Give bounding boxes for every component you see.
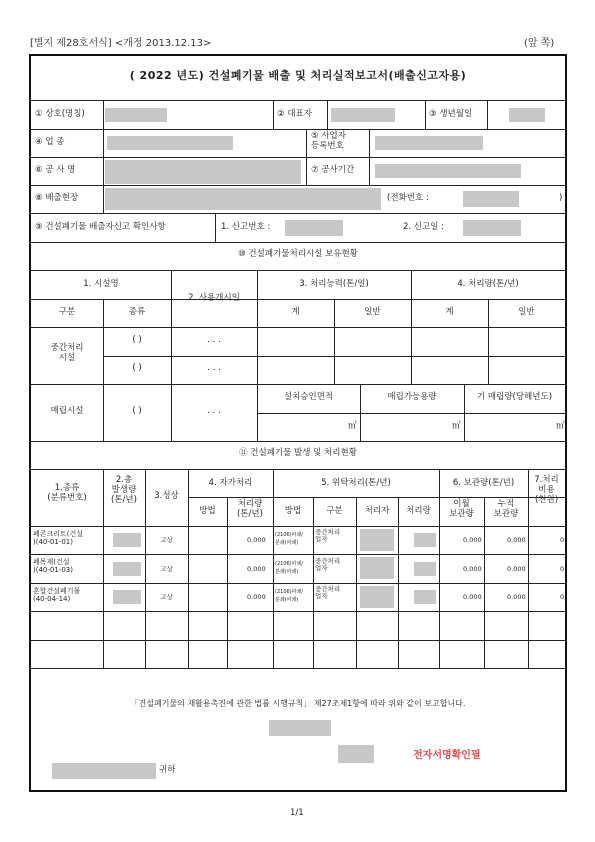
landfilled-unit: ㎡ — [556, 421, 565, 431]
out-kind — [315, 529, 340, 544]
state-header: 3.성상 — [154, 491, 179, 501]
waste-name: 폐콘크리트(건설 )(40-01-01) — [33, 530, 84, 547]
total-generation-header — [103, 476, 145, 505]
cumulative-header-text: 누적 보관량 — [493, 499, 519, 519]
approved-area-header: 설치승인면적 — [283, 392, 334, 402]
redacted-out-amount — [414, 590, 436, 604]
capacity-header: 3. 처리능력(톤/일) — [299, 279, 369, 289]
redacted-representative — [331, 108, 395, 122]
mid-type-2: ( ) — [132, 363, 142, 373]
table-row — [33, 530, 83, 547]
carried-header — [439, 500, 484, 520]
self-amount: 0.000 — [247, 536, 266, 544]
cost-value: 0 — [560, 536, 565, 544]
throughput-header: 4. 처리량(톤/년) — [457, 279, 519, 289]
landfilled-amount-header: 기 매립량(당해년도) — [476, 392, 553, 402]
report-date-label: 2. 신고일 : — [403, 222, 445, 232]
mid-type-1: ( ) — [132, 335, 142, 345]
form-number: [별지 제28호서식] <개정 2013.12.13> — [30, 38, 212, 49]
processor-header: 처리자 — [364, 506, 390, 516]
cumulative-value: 0.000 — [507, 536, 526, 544]
redacted-phone — [463, 191, 519, 207]
landfill-type: ( ) — [132, 406, 142, 416]
capacity-general-header: 일반 — [364, 307, 381, 317]
waste-name: 혼합건설폐기물 (40-04-14) — [33, 587, 81, 604]
e-signature-stamp: 전자서명확인필 — [413, 750, 481, 761]
state-value: 고상 — [160, 536, 173, 544]
out-kind — [315, 586, 340, 601]
redacted-total — [113, 533, 141, 547]
carried-value: 0.000 — [463, 536, 482, 544]
start-date-header: 2. 사용개시일 — [188, 293, 240, 303]
self-amount-header — [227, 500, 273, 520]
self-amount: 0.000 — [247, 593, 266, 601]
out-method-text: (2106)파쇄/ 분쇄(파쇄) — [275, 589, 303, 603]
total-generation-header-text: 2.총 발생량 (톤/년) — [111, 475, 137, 505]
period-label: ⑦ 공사기간 — [311, 165, 355, 175]
redacted-company — [105, 108, 167, 122]
recipient-suffix: 귀하 — [159, 765, 176, 775]
cumulative-value: 0.000 — [507, 565, 526, 573]
landfill-capacity-header: 매립가능용량 — [387, 392, 437, 402]
redacted-registration — [375, 136, 483, 150]
front-side-label: (앞 쪽) — [524, 38, 555, 49]
area-unit: ㎡ — [348, 421, 357, 431]
redacted-site — [105, 188, 381, 210]
company-label: ① 상호(명칭) — [35, 109, 85, 119]
out-kind — [315, 558, 340, 573]
state-value: 고상 — [160, 565, 173, 573]
waste-type-header-text: 1.종류 (분류번호) — [47, 483, 87, 503]
redacted-project — [105, 160, 301, 184]
cost-header — [528, 476, 565, 505]
registration-label-text: ⑤ 사업자 등록번호 — [311, 131, 346, 151]
cost-value: 0 — [560, 593, 565, 601]
form-title: ( 2022 년도) 건설폐기물 배출 및 처리실적보고서(배출신고자용) — [129, 69, 467, 82]
mid-date-2: . . . — [207, 363, 221, 373]
kind-header: 구분 — [58, 307, 76, 317]
report-number-label: 1. 신고번호 : — [221, 222, 271, 232]
out-kind-text: 중간처리 업자 — [315, 557, 341, 573]
redacted-processor — [360, 586, 394, 608]
out-method — [275, 560, 303, 576]
cost-header-text: 7.처리 비용 (천원) — [534, 475, 559, 505]
site-label: ⑧ 배출현장 — [35, 193, 79, 203]
facility-name-header: 1. 시설명 — [83, 279, 119, 289]
outsourced-header: 5. 위탁처리(톤/년) — [321, 478, 391, 488]
registration-label — [311, 132, 346, 152]
representative-label: ② 대표자 — [277, 109, 312, 119]
state-value: 고상 — [160, 593, 173, 601]
redacted-total — [113, 590, 141, 604]
cumulative-value: 0.000 — [507, 593, 526, 601]
self-amount-header-text: 처리량 (톤/년) — [237, 499, 263, 519]
self-amount: 0.000 — [247, 565, 266, 573]
capacity-unit: ㎡ — [452, 421, 461, 431]
redacted-business — [107, 136, 233, 150]
out-amount-header: 처리량 — [406, 506, 431, 516]
redacted-out-amount — [414, 562, 436, 576]
redacted-birthdate — [509, 108, 545, 122]
carried-value: 0.000 — [463, 593, 482, 601]
redacted-processor — [360, 529, 394, 551]
mid-date-1: . . . — [207, 335, 221, 345]
out-method-text: (2106)파쇄/ 분쇄(파쇄) — [275, 561, 303, 575]
legal-statement: 「건설폐기물의 재활용촉진에 관한 법률 시행규칙」 제27조제1항에 따라 위와 같이 보고합니다. — [130, 699, 466, 708]
redacted-signer — [338, 745, 374, 763]
landfill-label: 매립시설 — [50, 406, 84, 416]
mid-treatment-label — [31, 344, 103, 364]
waste-name: 폐목재(건설 )(40-01-03) — [33, 558, 73, 575]
out-method-header: 방법 — [284, 506, 302, 516]
project-label: ⑥ 공 사 명 — [35, 165, 76, 175]
facility-section-title: ⑩ 건설폐기물처리시설 보유현황 — [238, 249, 358, 259]
type-header: 종류 — [128, 307, 146, 317]
self-method-header: 방법 — [199, 506, 216, 516]
redacted-report-date — [463, 220, 521, 236]
throughput-total-header: 계 — [445, 307, 454, 317]
page-number: 1/1 — [290, 808, 304, 818]
waste-type-header — [31, 484, 103, 504]
business-type-label: ④ 업 종 — [35, 137, 65, 147]
redacted-processor — [360, 557, 394, 579]
carried-header-text: 이월 보관량 — [449, 499, 474, 519]
confirm-label: ⑨ 건설폐기물 배출자신고 확인사항 — [35, 222, 166, 232]
cumulative-header — [484, 500, 528, 520]
out-kind-text: 중간처리 업자 — [315, 528, 341, 544]
redacted-period — [375, 164, 521, 178]
out-kind-text: 중간처리 업자 — [315, 585, 341, 601]
generation-section-title: ⑪ 건설폐기물 발생 및 처리현황 — [239, 448, 357, 458]
table-row — [33, 558, 73, 575]
redacted-total — [113, 562, 141, 576]
mid-treatment-text: 중간처리 시설 — [50, 343, 84, 363]
carried-value: 0.000 — [463, 565, 482, 573]
self-treatment-header: 4. 자가처리 — [208, 478, 253, 488]
phone-label: (전화번호 : — [387, 193, 429, 203]
landfill-date: . . . — [207, 406, 221, 416]
table-row — [33, 587, 80, 604]
redacted-recipient — [52, 763, 156, 779]
phone-close: ) — [559, 193, 563, 203]
redacted-report-number — [285, 220, 343, 236]
out-method-text: (2106)파쇄/ 분쇄(파쇄) — [275, 532, 303, 546]
out-method — [275, 531, 303, 547]
cost-value: 0 — [560, 565, 565, 573]
redacted-date — [269, 720, 331, 736]
storage-header: 6. 보관량(톤/년) — [452, 478, 515, 488]
capacity-total-header: 계 — [291, 307, 300, 317]
report-form — [29, 54, 567, 792]
redacted-out-amount — [414, 533, 436, 547]
throughput-general-header: 일반 — [518, 307, 535, 317]
birthdate-label: ③ 생년월일 — [429, 109, 473, 119]
out-kind-header: 구분 — [326, 506, 343, 516]
out-method — [275, 588, 303, 604]
